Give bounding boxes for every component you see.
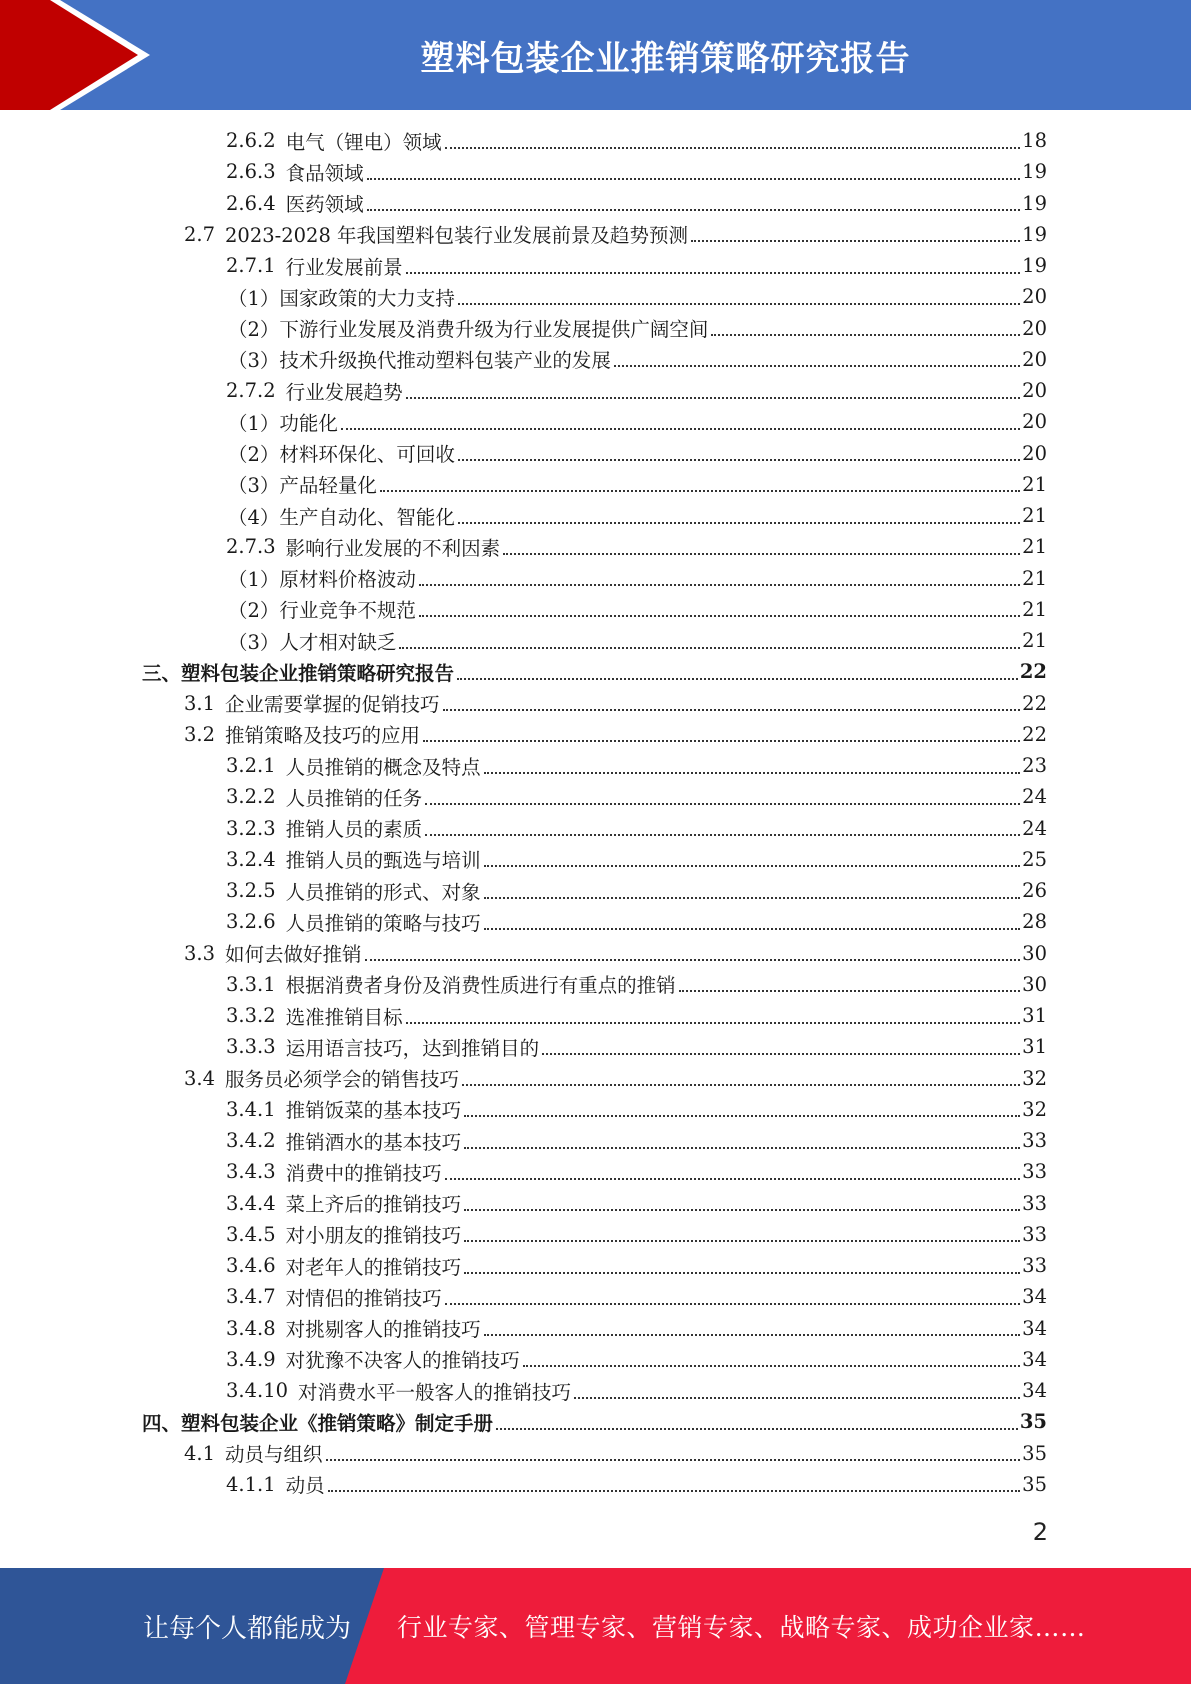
toc-dot-leader	[464, 1147, 1020, 1149]
toc-dot-leader	[614, 365, 1020, 367]
toc-entry-page: 20	[1022, 441, 1047, 465]
toc-entry-page: 19	[1022, 222, 1047, 246]
toc-entry-title: 医药领域	[285, 193, 364, 217]
footer-roles: 行业专家、管理专家、营销专家、战略专家、成功企业家……	[397, 1613, 1086, 1642]
toc-entry[interactable]	[0, 594, 1191, 625]
toc-entry-title: 食品领域	[285, 161, 364, 185]
toc-dot-leader	[484, 865, 1021, 867]
toc-entry-number: 2.6.2	[226, 129, 276, 153]
toc-dot-leader	[464, 1209, 1020, 1211]
toc-entry-title: 推销饭菜的基本技巧	[285, 1099, 462, 1123]
toc-entry[interactable]	[0, 1156, 1191, 1187]
toc-entry-page: 32	[1022, 1097, 1047, 1121]
toc-entry-page: 33	[1022, 1129, 1047, 1153]
toc-entry-title: 选准推销目标	[285, 1005, 403, 1029]
toc-entry-title: 人员推销的概念及特点	[285, 755, 481, 779]
toc-entry-title: 人员推销的策略与技巧	[285, 911, 481, 935]
toc-entry[interactable]	[0, 438, 1191, 469]
toc-dot-leader	[458, 459, 1020, 461]
toc-entry-number: 四、	[142, 1411, 182, 1435]
toc-entry-number: 3.3	[184, 941, 216, 965]
toc-entry-number: （1）	[228, 411, 280, 435]
toc-entry[interactable]	[0, 1438, 1191, 1469]
toc-entry-number: 3.4.8	[226, 1316, 276, 1340]
toc-dot-leader	[458, 522, 1020, 524]
toc-entry-number: （1）	[228, 568, 280, 592]
toc-entry-page: 21	[1022, 597, 1047, 621]
toc-entry-number: （1）	[228, 286, 280, 310]
toc-dot-leader	[365, 959, 1021, 961]
toc-dot-leader	[443, 709, 1021, 711]
toc-entry[interactable]	[0, 1000, 1191, 1031]
toc-entry[interactable]	[0, 563, 1191, 594]
toc-entry-page: 23	[1022, 754, 1047, 778]
toc-dot-leader	[457, 678, 1018, 680]
toc-entry-number: 2.7.3	[226, 535, 276, 559]
toc-entry[interactable]	[0, 406, 1191, 437]
toc-entry-number: 3.4.5	[226, 1222, 276, 1246]
toc-entry[interactable]	[0, 1125, 1191, 1156]
toc-entry-page: 19	[1022, 160, 1047, 184]
toc-entry-number: 3.2.6	[226, 910, 276, 934]
toc-entry-number: 3.2	[184, 722, 216, 746]
page-number: 2	[1032, 1518, 1048, 1546]
toc-entry[interactable]	[0, 625, 1191, 656]
toc-entry-title: 服务员必须学会的销售技巧	[225, 1068, 460, 1092]
toc-dot-leader	[406, 272, 1021, 274]
toc-dot-leader	[367, 178, 1021, 180]
toc-entry-title: 对消费水平一般客人的推销技巧	[298, 1380, 572, 1404]
toc-entry[interactable]	[0, 281, 1191, 312]
toc-entry-page: 20	[1022, 347, 1047, 371]
toc-entry-number: 2.7.2	[226, 379, 276, 403]
toc-dot-leader	[574, 1397, 1020, 1399]
toc-entry-number: 3.2.5	[226, 879, 276, 903]
toc-entry-title: 运用语言技巧，达到推销目的	[285, 1036, 540, 1060]
toc-entry-page: 30	[1022, 941, 1047, 965]
toc-entry-page: 28	[1022, 910, 1047, 934]
toc-entry[interactable]	[0, 313, 1191, 344]
toc-dot-leader	[462, 1084, 1020, 1086]
toc-entry-title: 对情侣的推销技巧	[285, 1286, 442, 1310]
toc-entry-page: 31	[1022, 1035, 1047, 1059]
toc-dot-leader	[419, 584, 1020, 586]
toc-entry-number: 3.4.9	[226, 1347, 276, 1371]
toc-entry-page: 33	[1022, 1191, 1047, 1215]
toc-entry-title: 行业竞争不规范	[279, 599, 416, 623]
toc-dot-leader	[484, 897, 1021, 899]
toc-entry-title: 原材料价格波动	[279, 568, 416, 592]
toc-dot-leader	[503, 553, 1020, 555]
toc-dot-leader	[367, 209, 1021, 211]
toc-entry-title: 对挑剔客人的推销技巧	[285, 1318, 481, 1342]
toc-dot-leader	[464, 1240, 1020, 1242]
toc-entry-page: 34	[1022, 1285, 1047, 1309]
toc-entry-title: 推销酒水的基本技巧	[285, 1130, 462, 1154]
toc-entry-number: 3.4.2	[226, 1129, 276, 1153]
toc-entry-page: 34	[1022, 1316, 1047, 1340]
toc-dot-leader	[711, 334, 1020, 336]
toc-entry-number: 2.7.1	[226, 254, 276, 278]
toc-entry-title: 如何去做好推销	[225, 943, 362, 967]
toc-entry-number: 3.4.3	[226, 1160, 276, 1184]
toc-dot-leader	[423, 740, 1020, 742]
toc-entry-page: 33	[1022, 1222, 1047, 1246]
footer-band	[0, 1568, 1191, 1684]
toc-dot-leader	[496, 1428, 1018, 1430]
toc-entry-number: 3.4.10	[226, 1379, 289, 1403]
toc-entry-title: 行业发展前景	[285, 255, 403, 279]
toc-entry-page: 24	[1022, 785, 1047, 809]
toc-entry-title: 人才相对缺乏	[279, 630, 397, 654]
toc-entry-title: 对犹豫不决客人的推销技巧	[285, 1349, 520, 1373]
toc-entry-title: 人员推销的任务	[285, 786, 423, 810]
document-title: 塑料包装企业推销策略研究报告	[420, 38, 911, 79]
toc-entry-page: 20	[1022, 316, 1047, 340]
toc-entry-title: 技术升级换代推动塑料包装产业的发展	[279, 349, 611, 373]
toc-entry-page: 21	[1022, 566, 1047, 590]
toc-dot-leader	[425, 834, 1020, 836]
toc-entry-title: 对老年人的推销技巧	[285, 1255, 462, 1279]
toc-entry-number: 3.1	[184, 691, 216, 715]
toc-entry-page: 18	[1022, 129, 1047, 153]
toc-entry-title: 生产自动化、智能化	[279, 505, 455, 529]
toc-entry-page: 30	[1022, 972, 1047, 996]
toc-entry[interactable]	[0, 219, 1191, 250]
toc-entry-title: 动员与组织	[225, 1443, 323, 1467]
toc-dot-leader	[445, 1303, 1021, 1305]
toc-entry-page: 35	[1022, 1472, 1047, 1496]
toc-entry[interactable]	[0, 1031, 1191, 1062]
toc-entry[interactable]	[0, 1094, 1191, 1125]
toc-entry[interactable]	[0, 1281, 1191, 1312]
toc-entry[interactable]	[0, 1406, 1191, 1437]
toc-dot-leader	[380, 490, 1020, 492]
toc-entry[interactable]	[0, 156, 1191, 187]
toc-entry[interactable]	[0, 656, 1191, 687]
toc-entry[interactable]	[0, 688, 1191, 719]
toc-entry-number: 3.4.1	[226, 1097, 276, 1121]
toc-dot-leader	[523, 1365, 1021, 1367]
toc-entry-number: 3.4	[184, 1066, 216, 1090]
toc-entry[interactable]	[0, 1250, 1191, 1281]
toc-entry[interactable]	[0, 781, 1191, 812]
toc-entry[interactable]	[0, 375, 1191, 406]
toc-dot-leader	[399, 647, 1020, 649]
toc-entry-page: 21	[1022, 535, 1047, 559]
toc-entry-title: 行业发展趋势	[285, 380, 403, 404]
toc-entry[interactable]	[0, 844, 1191, 875]
toc-entry[interactable]	[0, 1188, 1191, 1219]
toc-entry[interactable]	[0, 1219, 1191, 1250]
toc-entry[interactable]	[0, 1063, 1191, 1094]
toc-entry[interactable]	[0, 1313, 1191, 1344]
toc-entry-title: 对小朋友的推销技巧	[285, 1224, 462, 1248]
toc-entry[interactable]	[0, 344, 1191, 375]
toc-entry-number: （4）	[228, 505, 280, 529]
toc-entry-page: 26	[1022, 879, 1047, 903]
toc-entry[interactable]	[0, 1344, 1191, 1375]
toc-dot-leader	[406, 1022, 1021, 1024]
toc-entry-page: 25	[1022, 847, 1047, 871]
toc-entry-page: 21	[1022, 629, 1047, 653]
toc-entry-title: 推销策略及技巧的应用	[225, 724, 421, 748]
toc-entry-title: 推销人员的素质	[285, 818, 423, 842]
toc-entry[interactable]	[0, 813, 1191, 844]
toc-entry-number: 3.3.3	[226, 1035, 276, 1059]
toc-entry[interactable]	[0, 750, 1191, 781]
toc-entry-number: （3）	[228, 474, 280, 498]
toc-entry-title: 功能化	[279, 411, 338, 435]
toc-entry[interactable]	[0, 531, 1191, 562]
toc-entry-number: 4.1	[184, 1441, 216, 1465]
toc-dot-leader	[445, 147, 1021, 149]
toc-entry-page: 21	[1022, 472, 1047, 496]
toc-dot-leader	[484, 772, 1021, 774]
toc-entry-page: 19	[1022, 191, 1047, 215]
toc-entry[interactable]	[0, 906, 1191, 937]
toc-entry[interactable]	[0, 1375, 1191, 1406]
toc-entry-page: 33	[1022, 1254, 1047, 1278]
toc-entry-number: 4.1.1	[226, 1472, 276, 1496]
toc-entry-page: 21	[1022, 504, 1047, 528]
toc-entry-title: 影响行业发展的不利因素	[285, 536, 501, 560]
toc-entry-page: 32	[1022, 1066, 1047, 1090]
toc-entry-number: 三、	[142, 661, 182, 685]
toc-entry-page: 20	[1022, 410, 1047, 434]
toc-dot-leader	[464, 1115, 1020, 1117]
toc-entry-page: 35	[1019, 1410, 1047, 1434]
toc-entry-number: 3.4.6	[226, 1254, 276, 1278]
toc-entry[interactable]	[0, 469, 1191, 500]
toc-entry-page: 22	[1019, 660, 1047, 684]
toc-entry-title: 消费中的推销技巧	[285, 1161, 442, 1185]
toc-entry-page: 34	[1022, 1347, 1047, 1371]
toc-entry-page: 33	[1022, 1160, 1047, 1184]
table-of-contents	[0, 125, 1191, 1500]
toc-entry-number: （3）	[228, 630, 280, 654]
toc-entry-number: 3.4.4	[226, 1191, 276, 1215]
toc-entry-title: 下游行业发展及消费升级为行业发展提供广阔空间	[279, 318, 709, 342]
toc-entry-number: （2）	[228, 318, 280, 342]
toc-entry[interactable]	[0, 125, 1191, 156]
toc-entry-number: 3.3.2	[226, 1004, 276, 1028]
toc-entry[interactable]	[0, 1469, 1191, 1500]
toc-dot-leader	[445, 1178, 1021, 1180]
header-band	[0, 0, 1191, 110]
toc-dot-leader	[542, 1053, 1020, 1055]
toc-entry-title: 企业需要掌握的促销技巧	[225, 693, 440, 717]
toc-entry-title: 塑料包装企业《推销策略》制定手册	[181, 1411, 494, 1435]
toc-entry[interactable]	[0, 250, 1191, 281]
toc-entry-page: 31	[1022, 1004, 1047, 1028]
toc-entry[interactable]	[0, 969, 1191, 1000]
toc-entry-title: 2023-2028 年我国塑料包装行业发展前景及趋势预测	[225, 224, 689, 248]
toc-entry-number: 2.6.3	[226, 160, 276, 184]
toc-entry-title: 产品轻量化	[279, 474, 377, 498]
toc-entry-page: 20	[1022, 379, 1047, 403]
toc-dot-leader	[679, 990, 1021, 992]
toc-entry-page: 34	[1022, 1379, 1047, 1403]
toc-entry-title: 塑料包装企业推销策略研究报告	[181, 661, 455, 685]
toc-entry-page: 24	[1022, 816, 1047, 840]
toc-dot-leader	[691, 240, 1020, 242]
toc-dot-leader	[484, 1334, 1021, 1336]
toc-entry-number: （3）	[228, 349, 280, 373]
toc-entry-number: 3.3.1	[226, 972, 276, 996]
toc-entry-title: 国家政策的大力支持	[279, 286, 455, 310]
toc-entry-title: 推销人员的甄选与培训	[285, 849, 481, 873]
toc-entry-page: 19	[1022, 254, 1047, 278]
toc-entry-number: （2）	[228, 599, 280, 623]
toc-entry[interactable]	[0, 188, 1191, 219]
toc-entry-page: 22	[1022, 722, 1047, 746]
toc-entry-number: 3.2.4	[226, 847, 276, 871]
toc-entry[interactable]	[0, 875, 1191, 906]
toc-dot-leader	[464, 1272, 1020, 1274]
toc-entry-number: 3.2.1	[226, 754, 276, 778]
toc-entry-title: 材料环保化、可回收	[279, 443, 455, 467]
toc-entry[interactable]	[0, 938, 1191, 969]
toc-entry-number: 3.4.7	[226, 1285, 276, 1309]
footer-slogan: 让每个人都能成为	[143, 1613, 352, 1644]
toc-entry-title: 人员推销的形式、对象	[285, 880, 481, 904]
toc-dot-leader	[341, 428, 1020, 430]
toc-entry-title: 菜上齐后的推销技巧	[285, 1193, 462, 1217]
toc-dot-leader	[419, 615, 1020, 617]
toc-entry-page: 22	[1022, 691, 1047, 715]
toc-dot-leader	[406, 397, 1021, 399]
toc-entry[interactable]	[0, 719, 1191, 750]
toc-entry-number: 2.7	[184, 222, 216, 246]
toc-entry-number: 3.2.2	[226, 785, 276, 809]
toc-dot-leader	[458, 303, 1020, 305]
toc-dot-leader	[328, 1490, 1021, 1492]
toc-entry-number: 3.2.3	[226, 816, 276, 840]
toc-dot-leader	[425, 803, 1020, 805]
toc-entry-number: （2）	[228, 443, 280, 467]
toc-entry-title: 电气（锂电）领域	[285, 130, 442, 154]
toc-entry-title: 根据消费者身份及消费性质进行有重点的推销	[285, 974, 676, 998]
toc-entry-number: 2.6.4	[226, 191, 276, 215]
toc-entry-page: 35	[1022, 1441, 1047, 1465]
toc-dot-leader	[326, 1459, 1021, 1461]
toc-entry-title: 动员	[285, 1474, 325, 1498]
toc-entry-page: 20	[1022, 285, 1047, 309]
toc-dot-leader	[484, 928, 1021, 930]
toc-entry[interactable]	[0, 500, 1191, 531]
